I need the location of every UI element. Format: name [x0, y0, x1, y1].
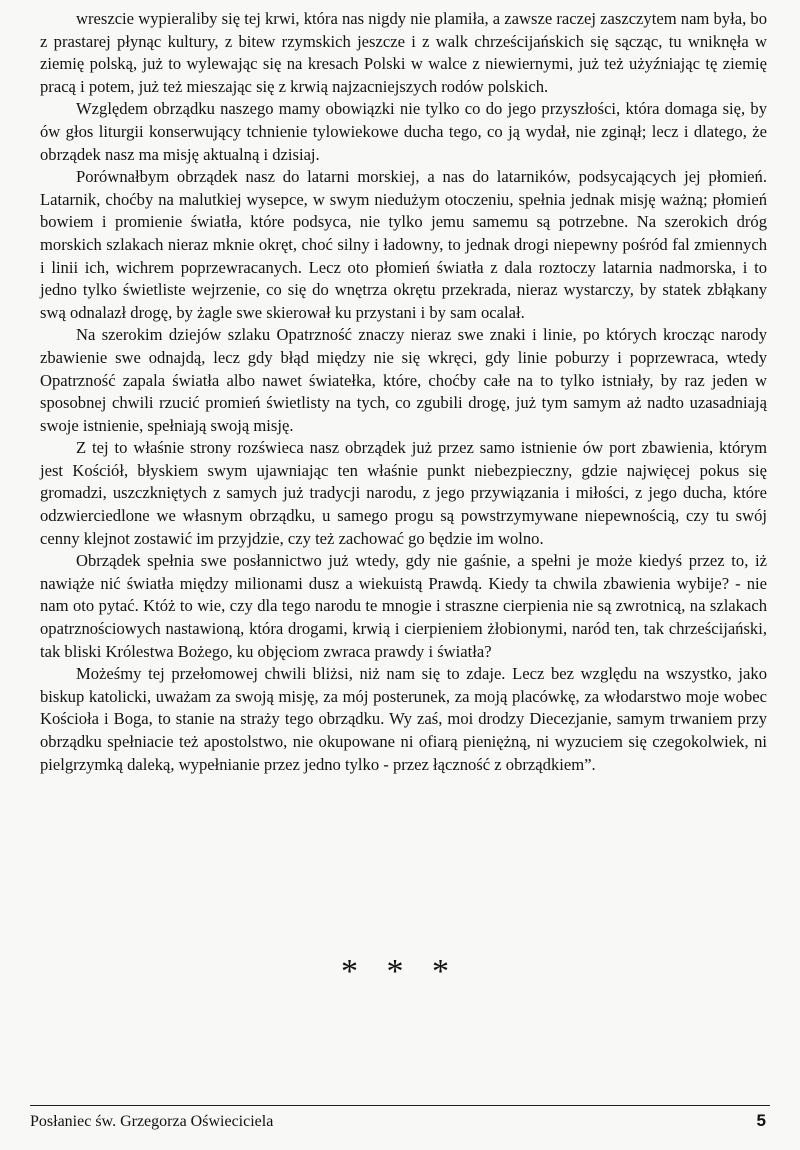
paragraph-1: wreszcie wypieraliby się tej krwi, która nas nigdy nie plamiła, a zawsze raczej zaszczytem nam była, bo z prastarej płynąc kultury, z bitew rzymskich jeszcze i z walk chrześcijańskich się sącząc, tu wniknęła w ziemię polską, już to wylewając się na kresach Polski w walce z niewiernymi, już też użyźniając tę ziemię pracą i potem, już też mieszając się z krwią najzacniejszych rodów polskich.	[40, 9, 767, 96]
paragraph-2: Względem obrządku naszego mamy obowiązki nie tylko co do jego przyszłości, która domaga się, by ów głos liturgii konserwujący tchnienie tylowiekowe ducha tego, co ją wydał, nie zginął; lecz i dlatego, że obrządek nasz ma misję aktualną i dzisiaj.	[40, 99, 767, 164]
paragraph-7: Możeśmy tej przełomowej chwili bliżsi, niż nam się to zdaje. Lecz bez względu na wszystko, jako biskup katolicki, uważam za swoją misję, za mój posterunek, za moją placówkę, za włodarstwo moje wobec Kościoła i Boga, to stanie na straży tego obrządku. Wy zaś, moi drodzy Diecezjanie, samym trwaniem przy obrządku spełniacie też apostolstwo, nie okupowane ni ofiarą pieniężną, ni wyzuciem się czegokolwiek, ni pielgrzymką daleką, wypełnianie przez jedno tylko - przez łączność z obrządkiem”.	[40, 664, 767, 774]
page-footer	[30, 1111, 770, 1135]
paragraph-4: Na szerokim dziejów szlaku Opatrzność znaczy nieraz swe znaki i linie, po których krocząc narody zbawienie swe odnajdą, lecz gdy błąd między nie się wkręci, gdy linie poburzy i poprzewraca, wtedy Opatrzność zapala światła albo nawet światełka, które, choćby całe na to tylko istniały, by raz jeden w sposobnej chwili rzucić promień świetlisty na tych, co zgubili drogę, już tym samym aż nadto uzasadniają swoje istnienie, spełniają swoją misję.	[40, 325, 767, 435]
section-separator: * * *	[341, 953, 459, 990]
paragraph-3: Porównałbym obrządek nasz do latarni morskiej, a nas do latarników, podsycających jej płomień. Latarnik, choćby na malutkiej wysepce, w swym niedużym otoczeniu, spełnia jednak misję ważną; płomień bowiem i promienie światła, które podsyca, nie tylko jemu samemu są potrzebne. Na szerokich dróg morskich szlakach nieraz mknie okręt, choć silny i ładowny, to jednak drogi niepewny pośród fal zmiennych i linii ich, wichrem poprzewracanych. Lecz oto płomień światła z dala roztoczy latarnia nadmorska, i to jedno tylko świetliste wejrzenie, co się do wnętrza okrętu przekrada, nieraz wystarczy, by statek zbłąkany swą odnalazł drogę, by żagle swe skierował ku przystani i by sam ocalał.	[40, 167, 767, 322]
body-text	[40, 8, 767, 776]
page-number: 5	[756, 1111, 766, 1130]
footer-divider	[30, 1105, 770, 1106]
paragraph-5: Z tej to właśnie strony rozświeca nasz obrządek już przez samo istnienie ów port zbawienia, którym jest Kościół, błyskiem swym ujawniając ten właśnie punkt niebezpieczny, gdzie najwięcej pokus się gromadzi, uszczkniętych z samych już tradycji narodu, z jego przywiązania i miłości, z jego ducha, które odzwierciedlone we własnym obrządku, u samego progu są powstrzymywane niepewnością, czy tu swój cenny klejnot zostawić im przyjdzie, czy też zachować go będzie im wolno.	[40, 438, 767, 548]
publication-title: Posłaniec św. Grzegorza Oświeciciela	[30, 1113, 274, 1130]
paragraph-6: Obrządek spełnia swe posłannictwo już wtedy, gdy nie gaśnie, a spełni je może kiedyś przez to, iż nawiąże nić światła między milionami dusz a wiekuistą Prawdą. Kiedy ta chwila zbawienia wybije? - nie nam oto pytać. Któż to wie, czy dla tego narodu te mnogie i straszne cierpienia nie są zwrotnicą, na szlakach opatrznościowych nastawioną, która drogami, krwią i cierpieniem żłobionymi, naród ten, tak chrześcijański, tak bliski Królestwa Bożego, ku objęciom zwraca prawdy i światła?	[40, 551, 767, 661]
